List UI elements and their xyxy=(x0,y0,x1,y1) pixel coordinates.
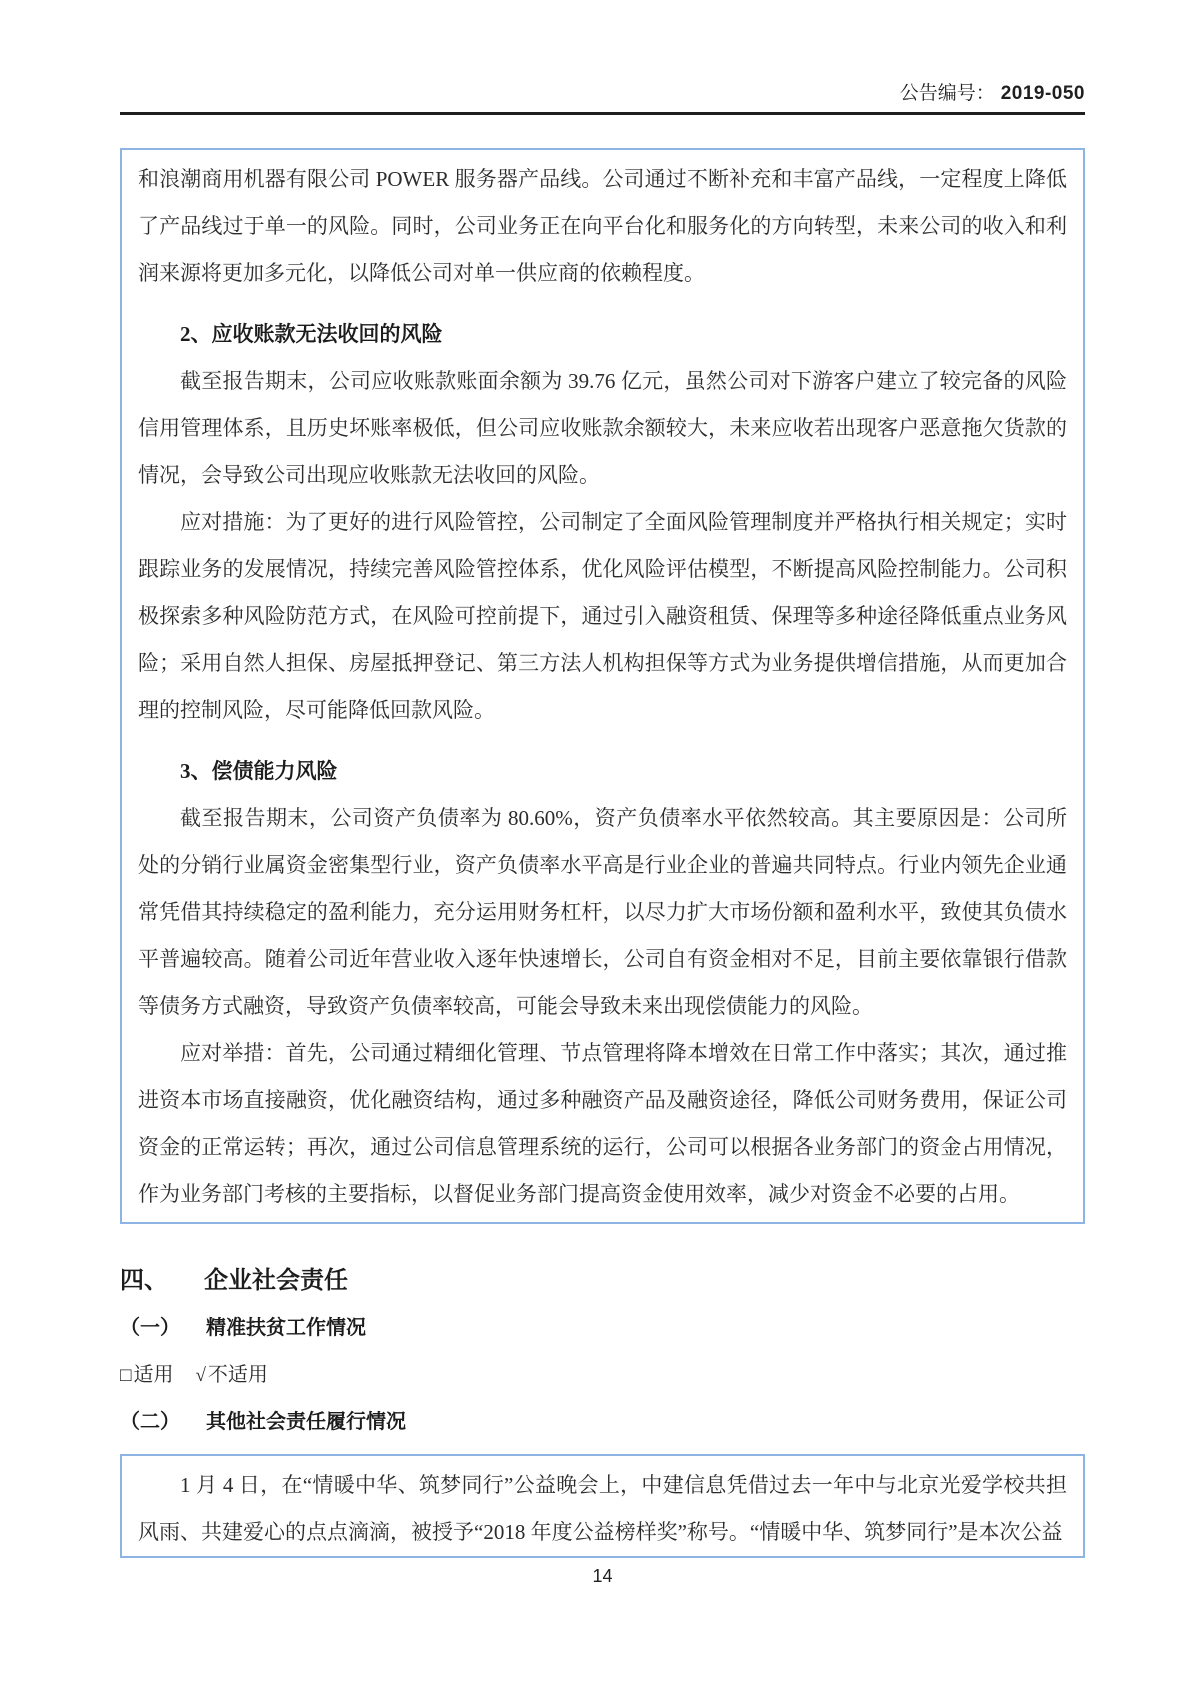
risk-continuation-paragraph: 和浪潮商用机器有限公司 POWER 服务器产品线。公司通过不断补充和丰富产品线，一定程度上降低了产品线过于单一的风险。同时，公司业务正在向平台化和服务化的方向转型，未来公司的收入和利润来源将更加多元化，以降低公司对单一供应商的依赖程度。 xyxy=(138,167,1067,285)
applicability-line xyxy=(120,1361,1085,1390)
section4-number: 四、 xyxy=(120,1268,168,1294)
section3-heading: 3、偿债能力风险 xyxy=(180,759,338,783)
not-applicable-label: 不适用 xyxy=(207,1364,268,1386)
section4-sub1-heading xyxy=(120,1314,1085,1342)
section2-heading: 2、应收账款无法收回的风险 xyxy=(180,322,443,346)
section4-sub2-heading xyxy=(120,1408,1085,1436)
applicable-label: 适用 xyxy=(133,1364,174,1386)
doc-number-value: 2019-050 xyxy=(1000,83,1085,104)
csr-section-box xyxy=(120,1454,1085,1558)
doc-number-label: 公告编号： xyxy=(899,83,995,104)
document-header xyxy=(120,78,1085,115)
section4-sub1-title: 精准扶贫工作情况 xyxy=(206,1317,366,1339)
risk-section-box xyxy=(120,148,1085,1224)
section4-title: 企业社会责任 xyxy=(204,1268,348,1294)
section3-paragraph-2: 应对举措：首先，公司通过精细化管理、节点管理将降本增效在日常工作中落实；其次，通过推进资本市场直接融资，优化融资结构，通过多种融资产品及融资途径，降低公司财务费用，保证公司资金的正常运转；再次，通过公司信息管理系统的运行，公司可以根据各业务部门的资金占用情况，作为业务部门考核的主要指标，以督促业务部门提高资金使用效率，减少对资金不必要的占用。 xyxy=(138,1041,1067,1206)
section4-sub2-title: 其他社会责任履行情况 xyxy=(206,1411,406,1433)
section4-sub2-number: （二） xyxy=(120,1411,180,1433)
checkbox-icon: □ xyxy=(120,1365,132,1386)
section4-sub1-number: （一） xyxy=(120,1317,180,1339)
section2-paragraph-2: 应对措施：为了更好的进行风险管控，公司制定了全面风险管理制度并严格执行相关规定；实时跟踪业务的发展情况，持续完善风险管控体系，优化风险评估模型，不断提高风险控制能力。公司积极探索多种风险防范方式，在风险可控前提下，通过引入融资租赁、保理等多种途径降低重点业务风险；采用自然人担保、房屋抵押登记、第三方法人机构担保等方式为业务提供增信措施，从而更加合理的控制风险，尽可能降低回款风险。 xyxy=(138,510,1067,722)
section2-paragraph-1: 截至报告期末，公司应收账款账面余额为 39.76 亿元，虽然公司对下游客户建立了较完备的风险信用管理体系，且历史坏账率极低，但公司应收账款余额较大，未来应收若出现客户恶意拖欠货款的情况，会导致公司出现应收账款无法收回的风险。 xyxy=(138,369,1067,487)
csr-paragraph: 1 月 4 日，在“情暖中华、筑梦同行”公益晚会上，中建信息凭借过去一年中与北京光爱学校共担风雨、共建爱心的点点滴滴，被授予“2018 年度公益榜样奖”称号。“情暖中华、筑梦同行”是本次公益 xyxy=(138,1473,1067,1544)
section3-paragraph-1: 截至报告期末，公司资产负债率为 80.60%，资产负债率水平依然较高。其主要原因是：公司所处的分销行业属资金密集型行业，资产负债率水平高是行业企业的普遍共同特点。行业内领先企业通常凭借其持续稳定的盈利能力，充分运用财务杠杆，以尽力扩大市场份额和盈利水平，致使其负债水平普遍较高。随着公司近年营业收入逐年快速增长，公司自有资金相对不足，目前主要依靠银行借款等债务方式融资，导致资产负债率较高，可能会导致未来出现偿债能力的风险。 xyxy=(138,806,1067,1018)
page-number: 14 xyxy=(592,1566,613,1586)
checkmark-icon: √ xyxy=(195,1365,206,1386)
section4-heading xyxy=(120,1266,1085,1296)
